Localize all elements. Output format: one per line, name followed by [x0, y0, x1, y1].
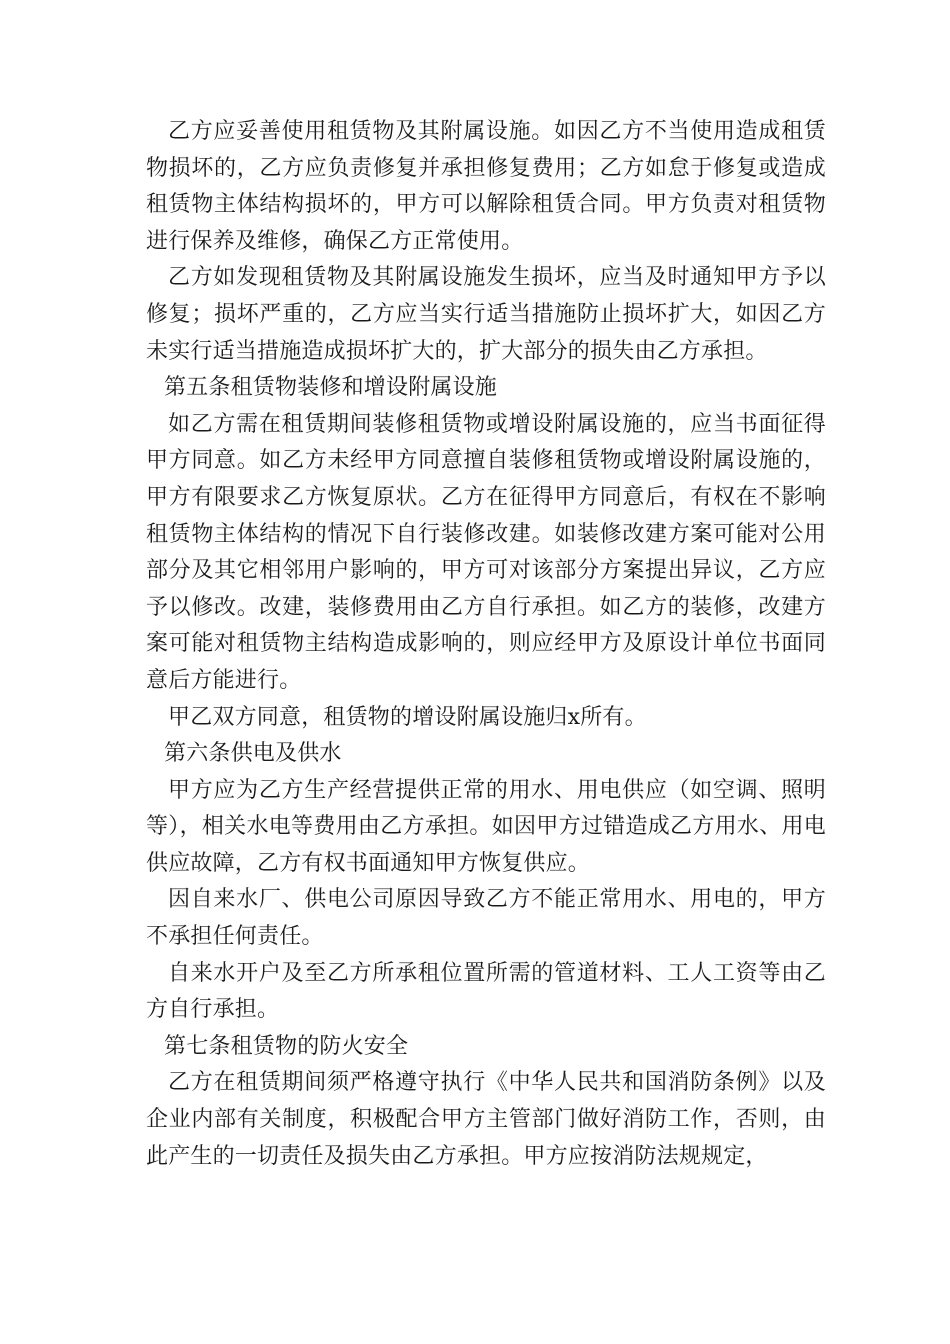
section-heading-article-5: 第五条租赁物装修和增设附属设施	[164, 375, 498, 401]
paragraph-fire-safety: 乙方在租赁期间须严格遵守执行《中华人民共和国消防条例》以及企业内部有关制度，积极配合甲方主管部门做好消防工作，否则，由此产生的一切责任及损失由乙方承担。甲方应按消防法规规定，	[146, 1070, 826, 1169]
paragraph-ownership: 甲乙双方同意，租赁物的增设附属设施归x所有。	[168, 704, 647, 730]
section-heading-article-7: 第七条租赁物的防火安全	[164, 1033, 409, 1059]
paragraph-damage-notice: 乙方如发现租赁物及其附属设施发生损坏，应当及时通知甲方予以修复；损坏严重的，乙方应当实行适当措施防止损坏扩大，如因乙方未实行适当措施造成损坏扩大的，扩大部分的损失由乙方承担。	[146, 265, 826, 364]
paragraph-utilities-liability: 因自来水厂、供电公司原因导致乙方不能正常用水、用电的，甲方不承担任何责任。	[146, 887, 826, 950]
document-body	[146, 114, 826, 1175]
section-heading-article-6: 第六条供电及供水	[164, 741, 342, 767]
paragraph-water-installation: 自来水开户及至乙方所承租位置所需的管道材料、工人工资等由乙方自行承担。	[146, 960, 826, 1023]
paragraph-renovation: 如乙方需在租赁期间装修租赁物或增设附属设施的，应当书面征得甲方同意。如乙方未经甲方同意擅自装修租赁物或增设附属设施的，甲方有限要求乙方恢复原状。乙方在征得甲方同意后，有权在不影响租赁物主体结构的情况下自行装修改建。如装修改建方案可能对公用部分及其它相邻用户影响的，甲方可对该部分方案提出异议，乙方应予以修改。改建，装修费用由乙方自行承担。如乙方的装修，改建方案可能对租赁物主结构造成影响的，则应经甲方及原设计单位书面同意后方能进行。	[146, 411, 826, 693]
paragraph-utilities-supply: 甲方应为乙方生产经营提供正常的用水、用电供应（如空调、照明等），相关水电等费用由乙方承担。如因甲方过错造成乙方用水、用电供应故障，乙方有权书面通知甲方恢复供应。	[146, 777, 826, 876]
paragraph-maintenance: 乙方应妥善使用租赁物及其附属设施。如因乙方不当使用造成租赁物损坏的，乙方应负责修复并承担修复费用；乙方如怠于修复或造成租赁物主体结构损坏的，甲方可以解除租赁合同。甲方负责对租赁物进行保养及维修，确保乙方正常使用。	[146, 119, 826, 254]
